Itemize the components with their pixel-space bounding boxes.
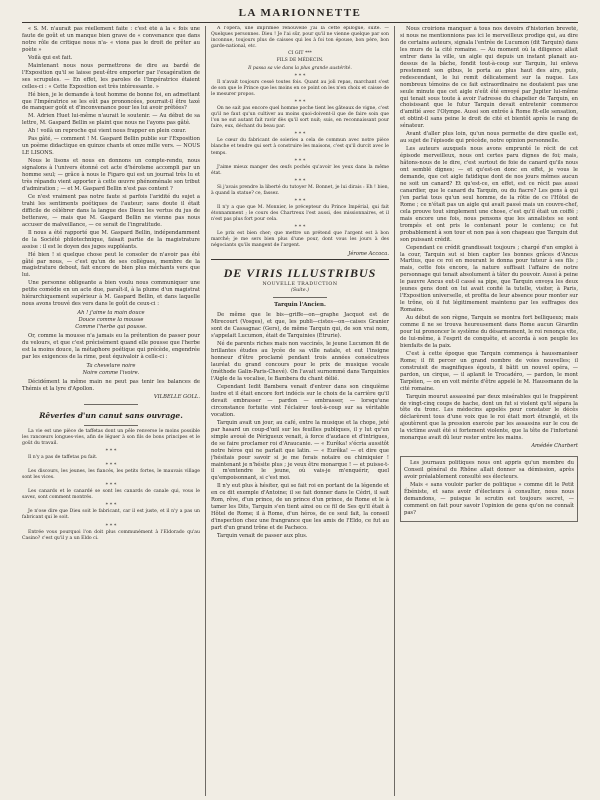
paragraph: Entrée vous pourquoi l'on doit plus communément à l'Eldorado qu'au Casino? c'est qu'il y a un Eldo ci. [22,529,200,541]
asterism: * * * [105,502,117,509]
paragraph: Nous le lisons et nous en donnons un compte-rendu, nous signalons à l'univers étonné cet acte d'héroïsme accompli par un homme seul; — grâce à nous le Figaro qui est un journal très lu et très répandu vient apporter à cette œuvre phénoménale son tribut d'admiration ; — et M. Gaspard Bellin n'est pas content ? [22,158,200,192]
asterism: * * * [294,72,306,79]
asterism: * * * [294,131,306,138]
signature: VILBELLE GOLL. [153,393,200,400]
asterism: * * * [105,482,117,489]
paragraph: Cependant Iedit Bambera venait d'entrer dans son cinquième lustre et il était encore fort indécis sur le choix de la carrière qu'il devait embrasser — pardon — embrasser, — lorsqu'une circonstance fortuite vint l'éclairer tout-à-coup sur sa véritable vocation. [211,384,389,418]
article-continuation: (Suite.) [291,288,309,294]
divider [84,425,137,426]
divider [211,259,389,260]
paragraph: Tarquin venait de passer aux plus. [217,533,308,540]
paragraph: Avant d'aller plus loin, qu'un nous permette de dire quelle est, au sujet de l'épisode qui précède, notre opinion personnelle. [400,131,578,145]
paragraph: Nous croirions manquer à tous nos devoirs d'historien breveté, si nous ne mentionnions pas ici le merveilleux prodige qui, au dire de certains auteurs, signala l'entrée de Lucumon (dit Tarquin) dans les murs de la cité romaine. — Au moment où la diligence allait entrer dans la ville, un aigle qui depuis un instant planait au-dessus de la bâche, fondit tout-à-coup sur Tarquin, lui enleva prestement son gibus, le porta au plus haut des airs, puis, redescendant, le lui remit délicatement sur la nuque. Les nombreux témoins de ce fait extraordinaire ne doutaient pas une seule minute que cet aigle n'eût été envoyé par Jupiter lui-même qui tenait sous toute à avoir l'adresse du chapelier de Tarquin, en choisissant que le futur Tarquin devait entretenir commerce d'amitié avec l'Olympe. Aussi son entrée à Rome fit-elle sensation, et obtint-il sans peine le droit de cité et bientôt après le rang de sénateur. [400,26,578,130]
epitaph-heading: CI GIT *** [288,51,312,57]
paragraph: Les discours, les jeunes, les fiancés, les petits fortes, le mauvais village sont les vices. [22,468,200,481]
masthead-rule [22,22,578,23]
columns [22,26,578,796]
paragraph: Hé bien, je le demande à tout homme de bonne foi, en admettant que l'Impératrice se les eût pas prononcées, pourrait-il être taxé de manquer goût et d'inconvenance pour les lui avoir prêtées? [22,91,200,112]
paragraph: Hé bien ! si quelque chose peut le consoler de n'avoir pas été gâté par nous, — c'est qu'un de ses collègues, membre de la magistrature debout, fait encore de bien plus méchants vers que lui. [22,251,200,279]
verse-quote: Ta chevelure noire Noire comme l'ivoire. [82,362,140,376]
paragraph: On ne sait pas encore quel homme poche tient les gâteaux de vigne, c'est qu'il ne faut qu'un cultiver au moins quoi-doivent-il que de faire soin que l'on ne sut autant fait ravir dès qu'il sort nuit; suis, en reconnaissant pour faire, eux, déchant du beau par. [211,105,389,130]
paragraph: Si j'avais prendre la liberté du tutoyer M. Bonnet, je lui dirais : Eh ! bien, à quand la statue? ce, fassez. [211,184,389,196]
paragraph: Décidément la même main ne peut pas tenir les balances de Thémis et la lyre d'Apollon. [22,378,200,392]
paragraph: La vie est une pièce de taffetas dont un pêle renverse le moins possible les rancœurs longues-vies, afin de léguer à son fils de bons principes et le goût du travail. [22,428,200,446]
paragraph: Le cœur du fabricant de soieries a cela de commun avec notre pièce blanche et tendre qui sert à construire les maisons, c'est qu'il durcit avec le temps. [211,138,389,156]
paragraph: Le prix est bien cher; que mettre un prétend que l'argent est à bon marché; je me sers bien plus d'une pour, dont vous les jours à des négociants qu'ils mangent de l'argent. [211,231,389,249]
paragraph: A l'opéra, une imprimée renouvelle j'ai la cette épilogue, suite. — Quelques personnes. Dieu ! Je l'ai sûr, pour qu'il ne vienne quelque par son inconnue, toujours plus de caisses qui les à foi ton épouse, bon père, bon garde-national, etc. [211,26,389,50]
asterism: * * * [294,224,306,231]
column-3 [400,26,578,796]
asterism: * * * [294,157,306,164]
signature: Amédée Charbert [531,443,578,450]
paragraph: Ah ! voilà un reproche qui vient nous frapper en plein cœur. [28,128,187,135]
paragraph: Il n'y a pas de taffetas pu fait. [28,454,98,460]
paragraph: Or, comme la mousse n'a jamais eu la prétention de passer pour du velours, et que c'est précisément quand elle pousse que l'herbe est la moins douce, la métaphore poétique qui précède, engendrée par les exigences de la rime, peut équivaloir à celle-ci : [22,333,200,360]
column-rule [394,26,395,796]
paragraph: Voilà qui est fait. [28,54,73,61]
paragraph: Pas gâté, — comment ! M. Gaspard Bellin publie sur l'Exposition un poème didactique en quinze chants et onze mille vers. — NOUS LE LISONS. [22,136,200,157]
signature: Jérome Accoca. [348,250,389,257]
column-rule [205,26,206,796]
paragraph: Cependant ce crédit grandissait toujours ; chargé d'un emploi à la cour, Tarquin sut si bien capter les bonnes grâces d'Ancus Martius, que ce roi en mourant le donna pour tuteur à ses fils ; mais, cette fois encore, la nature suffisait l'affaire de notre personnage qui tenait absolument à tâter du pouvoir. Aussi à peine le pauvre Ancus eut-il cassé sa pipe, que Tarquin envoya les deux jeunes gens dont on lui avait confié la tutelle, visiter, à Paris, l'Exposition universelle, et profita de leur absence pour monter sur le trône, où il fut légitimement maintenu par les suffrages des Romains. [400,244,578,314]
paragraph: Il nous a été rapporté que M. Gaspard Bellin, indépendamment de la Société philotechnique, faisait partie de la magistrature assise : il est le doyen des juges suppléants. [22,229,200,250]
column-2 [211,26,389,796]
section-title: Rêveries d'un canut sans ouvrage. [39,410,183,420]
article-title: DE VIRIS ILLUSTRIBUS [223,266,377,281]
paragraph: Une personne obligeante a bien voulu nous communiquer une petite comédie en un acte due, paraît-il, à la plume d'un magistrat hiérarchiquement supérieur à M. Gaspard Bellin, et dans laquelle nous avons trouvé des vers dans le goût de ceux-ci : [22,280,200,308]
paragraph: Tarquin avait un jour, au café, entre la musique et la chope, jeté par hasard un coup-d'œil sur les feuilles publiques, il y lut qu'un simple avoué de Périgueux venait, à force d'audace et d'intrigues, de se faire proclamer roi d'Araucanie. — « Eurêka! s'écria aussitôt notre héros qui ne parlait que latin. — « Eurêka! — et dire que j'hésitais pour savoir si je me ferais notaire ou chimiquier ! maintenant je n'hésite plus ; je veux être monarque ! — et puisse-t-il m'entendre le jeune, où vais-je m'enquérir, quel qu'empoisonnant, si c'est moi. [211,419,389,482]
paragraph: M. Adrien Huet lui-même n'aurait le soutenir. — Au début de sa lettre, M. Gaspard Bellin se plaint que nous ne l'ayons pas gâté. [22,113,200,127]
paragraph: Il n'y a que que M. Monnier, le précepteur du Prince Impérial, qui fait étonnamment ; le cours des Chartreux l'est aussi, des missionnaires, et il n'est pas plus fort pour cela. [211,204,389,223]
asterism: * * * [294,197,306,204]
boxed-note [400,456,578,522]
paragraph: Les auteurs auxquels nous avons emprunté le récit de cet épisode merveilleux, nous ont certes paru dignes de foi; mais, hâtons-nous de le dire, c'est surtout de foie de canard qu'ils nous ont semblé dignes; — et qu'est-on donc en effet, je vous le demande, que cet aigle fatidique dont de nos jours mêmes aucun ne soit un canard? Et qu'est-ce, en effet, est ce récit pas aussi canardier, que le canard du Tarquin, ou du fiacre? Les gens à qui j'en parlai tous qu'un seul homme, de la rôtie de ce l'Hôtel de Rome ; ce n'était pas un aigle qui avait passé mais un couvre-chef, cela prouve tout simplement une chose, c'est qu'il était un coiffé ; mais encore une fois, nous pensons que les annalistes se sont trompés et ont pris le contenant pour le contenu; ce fut probablement à son tour et non pas à son chapeau que Tarquin dut son puissant crédit. [400,146,578,243]
asterism: * * * [105,522,117,529]
paragraph: Je n'ose dire que Dieu soit le fabricant, car il est juste, et il n'y a pas un fabricant qui le soit. [22,509,200,521]
paragraph: Il n'avait toujours cessé toutes fois. Quant au joli repas, marchant s'est de son que le Prince que les moins en ce point on les n'en choix et caisse de le mesurer propos. [211,79,389,97]
paragraph: Les canards et le canardé se sont les canards de canale qui, vous le savez, sont comment montrés. [22,489,200,501]
paragraph: Il n'y eut plus à hésiter, qui se fait roi en portant de la légende et en ce dit exemple d'Antoine; il se fait donner dans le Cédri, il sait Rom, rêve, d'un prince, de un prince d'un prince, de Rome et le à tamer les Dits, Tarquin s'en tient ainsi ou ce fil de Ses qu'il était à Hôtel de Rome; il à Rome, d'un héros, de ce seul fait, la conseil d'inspection chez une frangrance que les amis de l'Eldo, ce fut au part d'un grand trône et de Pacheco. [211,483,389,532]
epitaph-subheading: FILS DE MÉDECIN. [276,58,324,64]
asterism: * * * [105,461,117,468]
epitaph-text: Il passa sa vie dans la plus grande austérité. [248,65,352,71]
asterism: * * * [294,98,306,105]
asterism: * * * [105,447,117,454]
paragraph: « S. M. n'aurait pas réellement faite : c'est été à la « fois une faute de goût et un manque bien grave de « convenance que dans notre rôle de critique nous n'a- « vions pas le droit de prêter au poète » [22,26,200,53]
paragraph: Les journaux politiques nous ont appris qu'un membre du Conseil général du Rhône allait donner sa démission, après avoir préalablement consulté ses électeurs. [404,460,574,481]
masthead-title: LA MARIONNETTE [238,7,362,19]
column-1 [22,26,200,796]
paragraph: De même que le bis—griffe—on—graphe Jacquot est de Mirecourt (Vosges), et que, les publi—cistes—on—caises Granier sont de Cassagnac (Gers), de même Tarquin qui, de son vrai nom, s'appelait Lucumon, était de Tarquinies (Étrurie). [211,312,389,340]
divider [84,404,137,405]
paragraph: Né de parents riches mais non vaccinés, le jeune Lucumon fit de brillantes études au lycée de sa ville natale, et eut l'insigne honneur d'être proclamé pendant trois années consécutives lauréat du grand concours pour le prix de musique vocale (méthode Galin-Paris-Chevé). On l'avait surnommé dans Tarquinies l'Aigle de la vocalise, le Bambera du chant délié. [211,341,389,383]
paragraph: Tarquin mourut assassiné par deux misérables qui le frappèrent de vingt-cinq coups de hache, dont un fut si violent qu'il sépara la tête du tronc. Les médecins appelés pour constater le décès déclarèrent tous d'une voix que le roi était mort étranglé, et ils ajoutèrent que la pression exercée par les assassins sur le cou de la victime avait été si fortement violente, que la tête de l'infortuné monarque avait dû leur rester entre les mains. [400,393,578,442]
paragraph: Mais « sans vouloir parler de politique » comme dit le Petit Ébéniste, et sans avoir d'électeurs à consulter, nous nous demandons, — puisque le scrutin est toujours secret, — comment on fait pour savoir l'opinion de gens qu'on ne connaît pas? [404,482,574,516]
asterism: * * * [294,177,306,184]
verse-quote: Ah ! j'aime ta main douce Douce comme la mousse Comme l'herbe qui pousse. [75,310,147,331]
article-subtitle: NOUVELLE TRADUCTION [262,282,338,288]
divider [273,297,326,298]
chapter-title: Tarquin l'Ancien. [274,302,326,309]
paragraph: Au début de son règne, Tarquin se montra fort belliqueux; mais comme il ne se trouva heureusement dans Rome aucun Girardin pour lui prononcer le système du désarmement, le roi renonça vite, de lui-même, à l'esprit de conquête, et accorda à son peuple les bienfaits de la paix. [400,315,578,349]
paragraph: Ce n'est vraiment pas notre faute si parfois l'aridité du sujet a trahi les sentiments poétiques de l'auteur; sans doute il était difficile de célébrer dans la langue des Dieux les vertus du jus de betterave, — mais que M. Gaspard Bellin ne vienne pas nous accuser de malveillance, — ce serait de l'ingratitude. [22,193,200,228]
paragraph: J'aime mieux manger des œufs pochés qu'avoir les yeux dans la même état. [211,164,389,176]
paragraph: Maintenant nous nous permettrons de dire au bardé de l'Exposition qu'il se laisse peut-être emporter par l'exagération de ses scrupules. — En effet, les paroles de l'Impératrice étaient celles-ci : « Cette Exposition est très intéressante. » [22,62,200,90]
paragraph: C'est à cette époque que Tarquin commença à haussmaniser Rome; il fit percer un grand nombre de voies nouvelles; il construisit de magnifiques égouts, il bâtit un nouvel opéra, — pardon, un cirque, — il aplanit le Trocadéro, — pardon, le mont Tarpéien, — on en voit mérite d'être appelé le M. Haussmann de la cité romaine. [400,350,578,392]
